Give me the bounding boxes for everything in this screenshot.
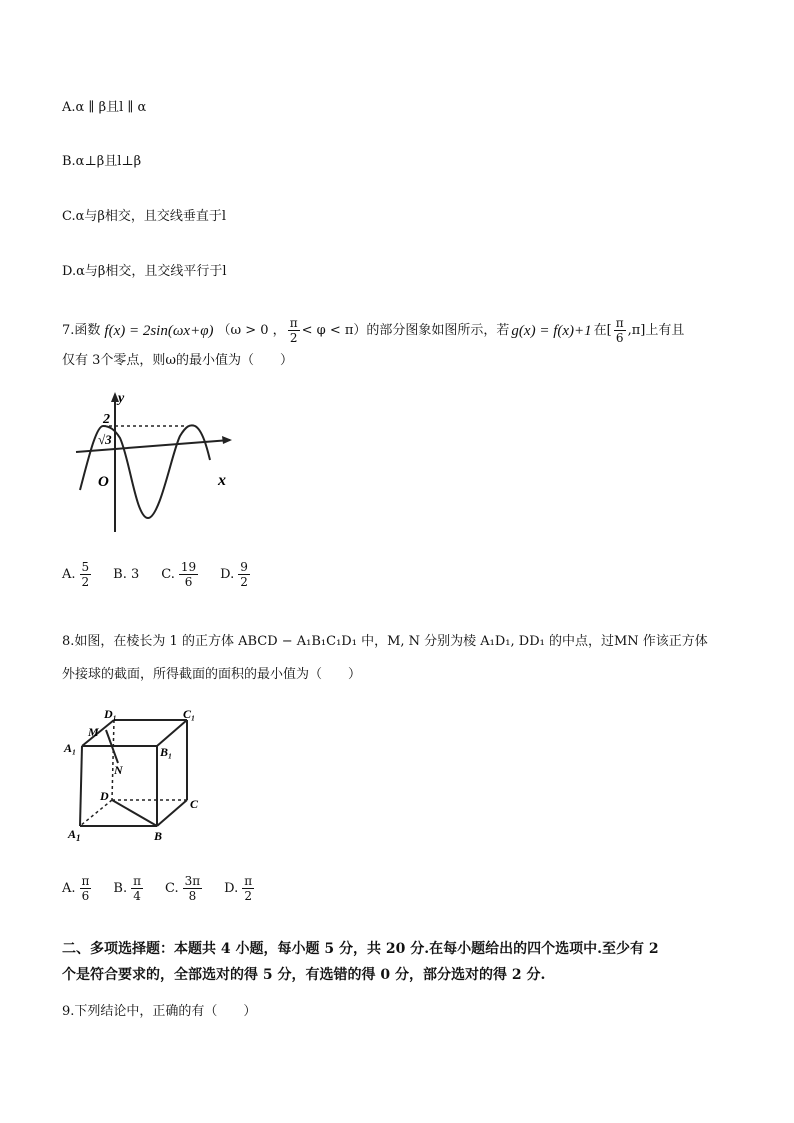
origin-label: O — [98, 474, 109, 490]
q7-option-a[interactable]: A. $\frac{5}{2}$ — [62, 560, 90, 589]
q7-interval-fraction: $\frac{\pi}{6}$ — [615, 316, 624, 345]
q7-interval-pre: 在[ — [593, 322, 612, 338]
q6-option-d: D.α与β相交，且交线平行于l — [62, 264, 227, 279]
label-C1: C₁ — [183, 708, 196, 721]
tick-2-label: 2 — [103, 412, 110, 427]
tick-sqrt3-label: √3 — [98, 432, 112, 447]
label-B1: B₁ — [160, 745, 173, 759]
edge-C1-B1 — [157, 720, 187, 746]
q7-option-c[interactable]: C. $\frac{19}{6}$ — [161, 560, 197, 589]
label-A: A — [68, 827, 77, 841]
edge-A1-A — [80, 746, 82, 826]
q7-stem-line2: 仅有 3个零点，则ω的最小值为（ ） — [62, 353, 294, 368]
q7-cond2: < φ < π）的部分图象如图所示，若 — [301, 322, 510, 338]
q8-option-b[interactable]: B. $\frac{\pi}{4}$ — [113, 874, 141, 903]
x-axis-arrow — [222, 436, 232, 444]
label-M: M — [88, 725, 99, 739]
q7-cond-fraction: $\frac{\pi}{2}$ — [289, 316, 298, 345]
q8-stem-line1: 8.如图，在棱长为 1 的正方体 ABCD − A₁B₁C₁D₁ 中，M, N 分别为棱 A₁D₁, DD₁ 的中点，过MN 作该正方体 — [62, 634, 708, 649]
q6-option-a: A.α ∥ β且l ∥ α — [62, 100, 147, 115]
q8-options — [62, 874, 276, 903]
q7-options — [62, 560, 272, 589]
y-axis-label: y — [118, 391, 125, 406]
q7-cond1: （ω > 0 ， — [217, 322, 286, 338]
label-D: D — [100, 789, 109, 803]
q8-option-d[interactable]: D. $\frac{\pi}{2}$ — [224, 874, 253, 903]
q8-cube-figure — [62, 708, 212, 848]
label-A-sub: 1 — [76, 833, 81, 843]
x-axis-label: x — [218, 472, 226, 489]
hidden-edge-D-A — [80, 800, 112, 826]
label-D1: D₁ — [104, 708, 117, 721]
edge-B-C — [157, 800, 187, 826]
hidden-edge-D1-D — [112, 720, 114, 800]
q8-option-a[interactable]: A. $\frac{\pi}{6}$ — [62, 874, 90, 903]
section2-heading-line1: 二、多项选择题：本题共 4 小题，每小题 5 分，共 20 分.在每小题给出的四个选项中.至少有 2 — [62, 941, 659, 957]
label-B: B — [154, 829, 163, 843]
q9-stem: 9.下列结论中，正确的有（ ） — [62, 1004, 257, 1019]
q7-option-d[interactable]: D. $\frac{9}{2}$ — [220, 560, 248, 589]
q7-prefix: 7.函数 — [62, 322, 101, 338]
q6-option-b: B.α⊥β且l⊥β — [62, 154, 142, 169]
section2-heading-line2: 个是符合要求的，全部选对的得 5 分，有选错的得 0 分，部分选对的得 2 分. — [62, 967, 546, 983]
q7-sine-graph — [68, 390, 238, 540]
q7-formula: f(x) = 2sin(ωx+φ) — [104, 322, 214, 339]
diagonal-D-B — [112, 800, 157, 826]
q7-interval-post: ,π]上有且 — [627, 322, 685, 338]
label-N: N — [114, 763, 123, 777]
label-C: C — [190, 797, 199, 811]
q7-gfunc: g(x) = f(x)+1 — [511, 322, 592, 339]
q6-option-c: C.α与β相交，且交线垂直于l — [62, 209, 227, 224]
q7-option-b[interactable]: B. 3 — [113, 567, 140, 582]
q7-stem-line1 — [62, 316, 684, 345]
label-A1: A₁ — [64, 741, 77, 755]
q8-option-c[interactable]: C. $\frac{3\pi}{8}$ — [165, 874, 201, 903]
q8-stem-line2: 外接球的截面，所得截面的面积的最小值为（ ） — [62, 667, 362, 682]
